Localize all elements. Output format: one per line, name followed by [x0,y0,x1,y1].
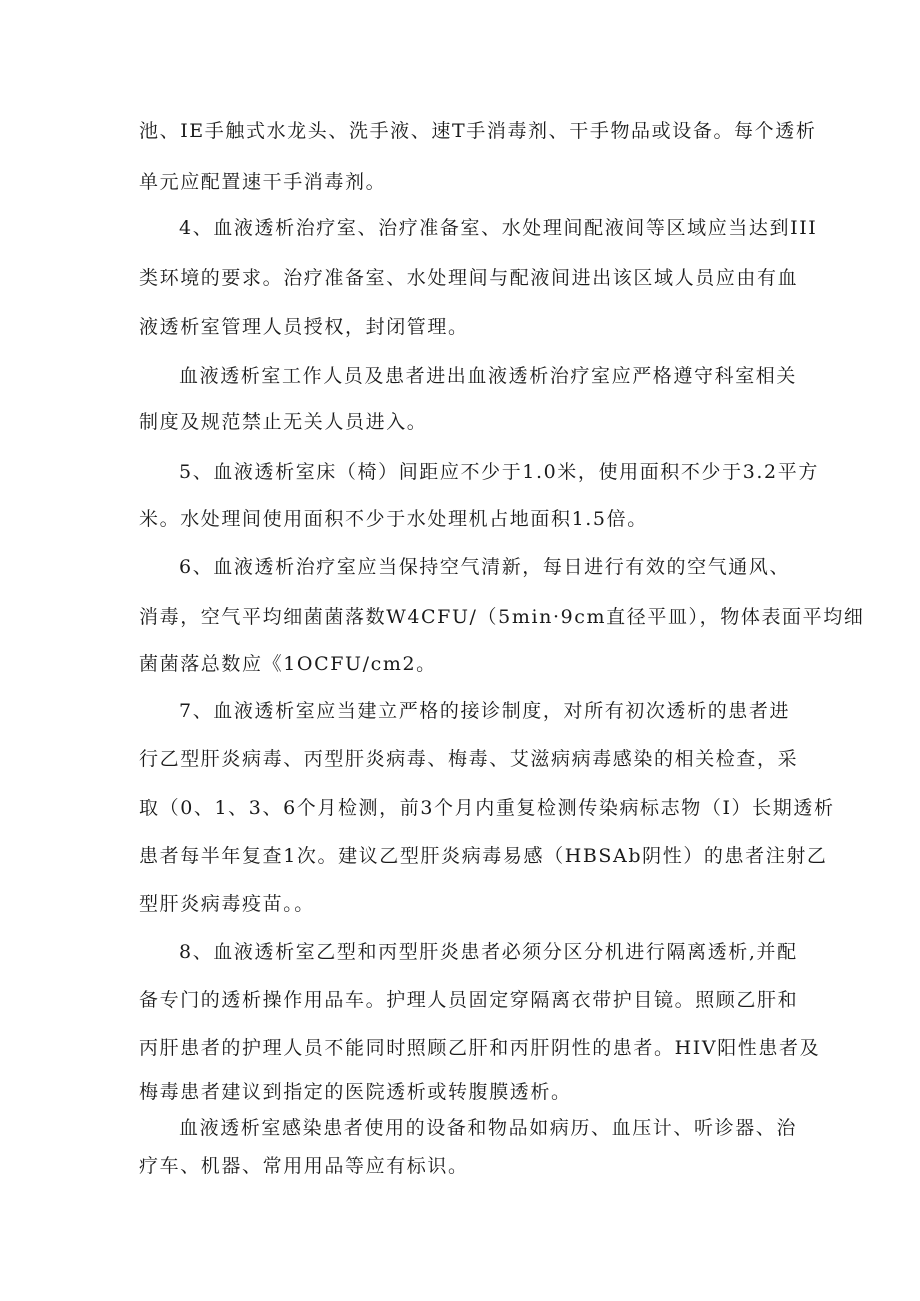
text-line: 7、血液透析室应当建立严格的接诊制度，对所有初次透析的患者进 [179,700,791,722]
text-line: 5、血液透析室床（椅）间距应不少于1.0米，使用面积不少于3.2平方 [179,461,819,483]
text-line: 疗车、机器、常用用品等应有标识。 [139,1155,469,1177]
text-line: 消毒，空气平均细菌菌落数W4CFU/（5min·9cm直径平皿），物体表面平均细 [139,606,865,628]
text-line: 型肝炎病毒疫苗。。 [139,893,315,915]
text-line: 梅毒患者建议到指定的医院透析或转腹膜透析。 [139,1081,572,1103]
text-line: 6、血液透析治疗室应当保持空气清新，每日进行有效的空气通风、 [179,556,791,578]
text-line: 患者每半年复查1次。建议乙型肝炎病毒易感（HBSAb阴性）的患者注射乙 [139,845,828,867]
text-line: 行乙型肝炎病毒、丙型肝炎病毒、梅毒、艾滋病病毒感染的相关检查，采 [139,748,799,770]
text-line: 备专门的透析操作用品车。护理人员固定穿隔离衣带护目镜。照顾乙肝和 [139,989,799,1011]
text-line: 血液透析室工作人员及患者进出血液透析治疗室应严格遵守科室相关 [179,365,798,387]
text-line: 制度及规范禁止无关人员进入。 [139,411,428,433]
text-line: 4、血液透析治疗室、治疗准备室、水处理间配液间等区域应当达到III [179,217,818,239]
text-line: 血液透析室感染患者使用的设备和物品如病历、血压计、听诊器、治 [179,1117,798,1139]
text-line: 菌菌落总数应《1OCFU/cm2。 [139,653,437,675]
text-line: 8、血液透析室乙型和丙型肝炎患者必须分区分机进行隔离透析,并配 [179,941,798,963]
text-line: 池、IE手触式水龙头、洗手液、速T手消毒剂、干手物品或设备。每个透析 [139,120,817,142]
text-line: 液透析室管理人员授权，封闭管理。 [139,316,469,338]
text-line: 米。水处理间使用面积不少于水处理机占地面积1.5倍。 [139,508,648,530]
text-line: 取（0、1、3、6个月检测，前3个月内重复检测传染病标志物（I）长期透析 [139,797,835,819]
text-line: 单元应配置速干手消毒剂。 [139,171,387,193]
text-line: 丙肝患者的护理人员不能同时照顾乙肝和丙肝阴性的患者。HIV阳性患者及 [139,1037,821,1059]
text-line: 类环境的要求。治疗准备室、水处理间与配液间进出该区域人员应由有血 [139,267,799,289]
